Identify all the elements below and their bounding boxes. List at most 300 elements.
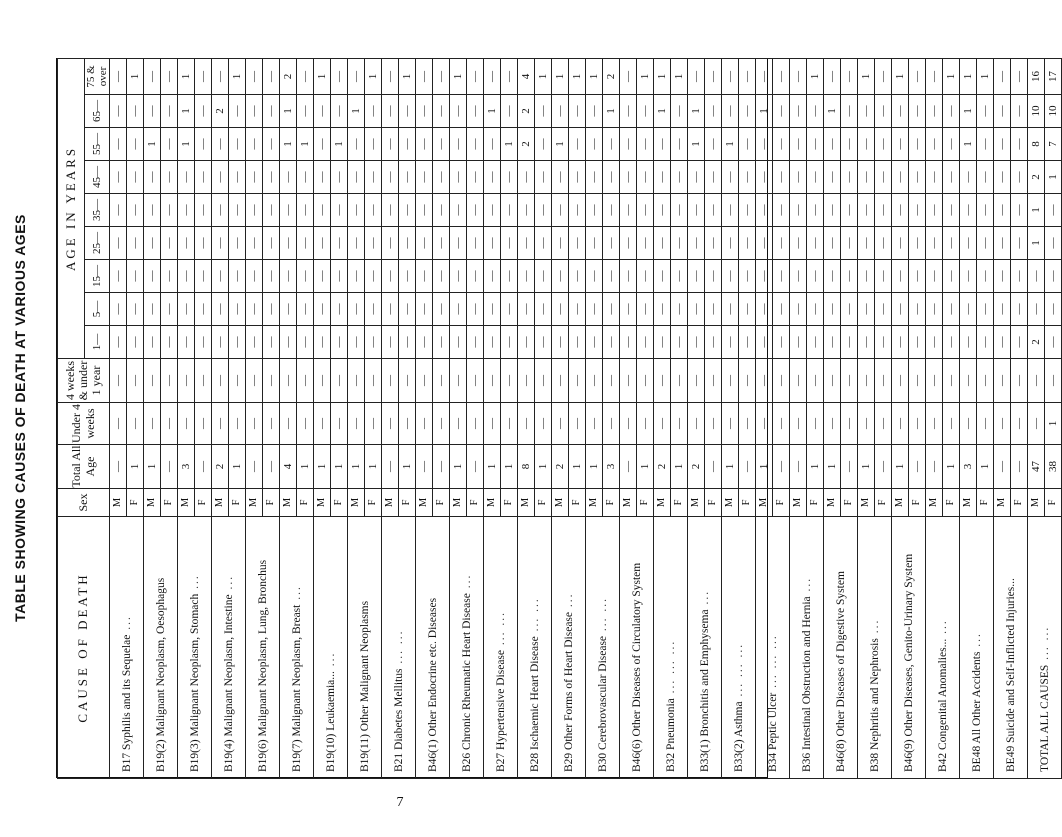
value-cell: —	[144, 260, 161, 293]
sex-cell: F	[229, 489, 246, 517]
value-cell: —	[909, 161, 926, 194]
value-cell: —	[688, 58, 705, 94]
header-age-band: 75 & over	[85, 58, 110, 94]
value-cell: —	[943, 128, 960, 161]
sex-cell: F	[943, 489, 960, 517]
total-value-cell: 1	[399, 445, 416, 489]
value-cell: —	[246, 293, 263, 326]
value-cell: —	[263, 194, 280, 227]
value-cell: —	[382, 95, 399, 128]
value-cell: —	[467, 128, 484, 161]
header-age-band: 65—	[85, 95, 110, 128]
page-title: TABLE SHOWING CAUSES OF DEATH AT VARIOUS AGES	[12, 214, 28, 622]
leader-dots: ... ... ...	[766, 634, 779, 693]
value-cell: —	[450, 161, 467, 194]
value-cell: —	[807, 128, 824, 161]
value-cell: —	[790, 58, 807, 94]
value-cell: —	[212, 260, 229, 293]
value-cell: —	[195, 293, 212, 326]
value-cell: —	[331, 58, 348, 94]
value-cell: 1	[756, 95, 773, 128]
value-cell: —	[586, 260, 603, 293]
value-cell: —	[212, 403, 229, 445]
table-row	[348, 58, 365, 778]
value-cell: —	[348, 161, 365, 194]
value-cell: —	[943, 227, 960, 260]
page-number: 7	[396, 795, 404, 810]
value-cell: —	[314, 161, 331, 194]
value-cell: —	[603, 161, 620, 194]
total-value-cell: 1	[671, 445, 688, 489]
value-cell: —	[824, 359, 841, 403]
sex-cell: M	[688, 489, 705, 517]
cause-cell	[586, 517, 620, 779]
value-cell: —	[348, 293, 365, 326]
value-cell: —	[501, 403, 518, 445]
value-cell: —	[263, 161, 280, 194]
value-cell: —	[1028, 403, 1045, 445]
leader-dots: ...	[460, 573, 473, 594]
header-4-weeks-to-1-year: 4 weeks & under 1 year	[58, 359, 110, 403]
value-cell: —	[824, 403, 841, 445]
cause-label: B46(8) Other Diseases of Digestive System	[834, 571, 847, 772]
value-cell: —	[841, 95, 858, 128]
total-value-cell: 1	[569, 445, 586, 489]
value-cell: —	[467, 359, 484, 403]
value-cell: —	[110, 95, 127, 128]
value-cell: —	[450, 359, 467, 403]
value-cell: 1	[178, 58, 195, 94]
value-cell: —	[807, 403, 824, 445]
value-cell: —	[501, 194, 518, 227]
value-cell: 2	[1028, 326, 1045, 359]
value-cell: —	[654, 326, 671, 359]
value-cell: —	[127, 227, 144, 260]
value-cell: —	[892, 128, 909, 161]
value-cell: —	[620, 194, 637, 227]
value-cell: —	[858, 128, 875, 161]
leader-dots: ... ...	[528, 597, 541, 637]
sex-cell: F	[671, 489, 688, 517]
total-value-cell: —	[1011, 445, 1028, 489]
value-cell: —	[926, 194, 943, 227]
table-row	[450, 58, 467, 778]
value-cell: —	[722, 359, 739, 403]
value-cell: —	[314, 359, 331, 403]
value-cell: —	[756, 194, 773, 227]
value-cell: —	[722, 161, 739, 194]
value-cell: —	[246, 161, 263, 194]
value-cell: —	[382, 58, 399, 94]
value-cell: —	[977, 161, 994, 194]
value-cell: —	[892, 95, 909, 128]
total-value-cell: —	[790, 445, 807, 489]
value-cell: —	[433, 326, 450, 359]
cause-label: B19(7) Malignant Neoplasm, Breast	[290, 604, 303, 772]
value-cell: —	[739, 95, 756, 128]
value-cell: —	[603, 128, 620, 161]
value-cell: —	[331, 95, 348, 128]
value-cell: —	[637, 194, 654, 227]
value-cell: —	[790, 161, 807, 194]
value-cell: —	[875, 95, 892, 128]
table-row	[110, 58, 127, 778]
sex-cell: F	[467, 489, 484, 517]
value-cell: —	[603, 359, 620, 403]
value-cell: —	[144, 359, 161, 403]
value-cell: —	[127, 95, 144, 128]
value-cell: —	[569, 293, 586, 326]
table-row	[926, 58, 943, 778]
value-cell: —	[416, 326, 433, 359]
total-value-cell: 4	[280, 445, 297, 489]
value-cell: —	[790, 403, 807, 445]
total-value-cell: 1	[331, 445, 348, 489]
value-cell: —	[314, 403, 331, 445]
value-cell: —	[1011, 194, 1028, 227]
value-cell: —	[365, 359, 382, 403]
value-cell: —	[637, 403, 654, 445]
value-cell: —	[263, 260, 280, 293]
value-cell: —	[807, 260, 824, 293]
value-cell: —	[1011, 161, 1028, 194]
value-cell: —	[127, 194, 144, 227]
value-cell: —	[569, 161, 586, 194]
value-cell: 1	[654, 95, 671, 128]
value-cell: —	[926, 260, 943, 293]
value-cell: —	[671, 293, 688, 326]
leader-dots: ...	[188, 574, 201, 594]
value-cell: —	[637, 161, 654, 194]
value-cell: —	[348, 58, 365, 94]
value-cell: —	[195, 227, 212, 260]
value-cell: —	[161, 403, 178, 445]
value-cell: —	[688, 161, 705, 194]
cause-label: B26 Chronic Rheumatic Heart Disease	[460, 593, 473, 772]
table-row	[688, 58, 705, 778]
value-cell: —	[178, 326, 195, 359]
value-cell: —	[110, 194, 127, 227]
value-cell: —	[416, 58, 433, 94]
header-age-band: 25—	[85, 227, 110, 260]
sex-cell: F	[603, 489, 620, 517]
value-cell: —	[433, 58, 450, 94]
value-cell: —	[467, 293, 484, 326]
value-cell: —	[331, 194, 348, 227]
value-cell: —	[1011, 227, 1028, 260]
value-cell: —	[110, 128, 127, 161]
value-cell: 1	[348, 95, 365, 128]
value-cell: —	[263, 403, 280, 445]
value-cell: —	[518, 403, 535, 445]
sex-cell: M	[178, 489, 195, 517]
cause-cell	[756, 517, 790, 779]
value-cell: —	[212, 293, 229, 326]
value-cell: —	[1011, 326, 1028, 359]
total-value-cell: —	[195, 445, 212, 489]
value-cell: —	[229, 403, 246, 445]
total-value-cell: 1	[229, 445, 246, 489]
value-cell: —	[756, 161, 773, 194]
value-cell: —	[161, 293, 178, 326]
value-cell: —	[756, 260, 773, 293]
value-cell: —	[841, 326, 858, 359]
sex-cell: M	[416, 489, 433, 517]
value-cell: 10	[1045, 95, 1062, 128]
value-cell: —	[314, 194, 331, 227]
total-value-cell: —	[909, 445, 926, 489]
total-value-cell: —	[246, 445, 263, 489]
header-age-band: 5—	[85, 293, 110, 326]
value-cell: —	[977, 260, 994, 293]
total-value-cell: —	[705, 445, 722, 489]
value-cell: —	[161, 128, 178, 161]
total-value-cell: 1	[365, 445, 382, 489]
value-cell: 7	[1045, 128, 1062, 161]
cause-cell	[722, 517, 756, 779]
total-value-cell: 1	[807, 445, 824, 489]
value-cell: —	[212, 227, 229, 260]
sex-cell: M	[450, 489, 467, 517]
value-cell: —	[790, 293, 807, 326]
sex-cell: M	[824, 489, 841, 517]
value-cell: —	[620, 260, 637, 293]
value-cell: —	[297, 260, 314, 293]
value-cell: —	[382, 227, 399, 260]
value-cell: —	[756, 227, 773, 260]
value-cell: 1	[314, 58, 331, 94]
value-cell: —	[739, 359, 756, 403]
total-value-cell: —	[620, 445, 637, 489]
value-cell: —	[739, 227, 756, 260]
cause-label: B46(1) Other Endocrine etc. Diseases	[426, 597, 439, 772]
value-cell: —	[178, 227, 195, 260]
value-cell: —	[637, 95, 654, 128]
value-cell: —	[671, 128, 688, 161]
value-cell: 1	[671, 58, 688, 94]
value-cell: —	[586, 194, 603, 227]
value-cell: —	[552, 260, 569, 293]
value-cell: —	[246, 58, 263, 94]
total-value-cell: 1	[892, 445, 909, 489]
value-cell: —	[620, 128, 637, 161]
value-cell: —	[654, 260, 671, 293]
value-cell: —	[603, 293, 620, 326]
value-cell: —	[637, 293, 654, 326]
total-value-cell: 3	[178, 445, 195, 489]
value-cell: —	[586, 161, 603, 194]
value-cell: —	[110, 260, 127, 293]
value-cell: —	[331, 326, 348, 359]
value-cell: —	[722, 260, 739, 293]
value-cell: 10	[1028, 95, 1045, 128]
value-cell: 1	[654, 58, 671, 94]
value-cell: 1	[331, 128, 348, 161]
value-cell: 2	[518, 128, 535, 161]
value-cell: 1	[178, 95, 195, 128]
cause-cell	[348, 517, 382, 779]
value-cell: —	[365, 161, 382, 194]
cause-label: B27 Hypertensive Disease	[494, 650, 507, 772]
total-value-cell: 1	[484, 445, 501, 489]
value-cell: —	[195, 161, 212, 194]
value-cell: —	[569, 326, 586, 359]
value-cell: —	[637, 227, 654, 260]
value-cell: —	[586, 326, 603, 359]
value-cell: —	[722, 403, 739, 445]
sex-cell: F	[875, 489, 892, 517]
value-cell: —	[246, 194, 263, 227]
cause-label: B17 Syphilis and its Sequelae	[120, 634, 133, 772]
total-value-cell: —	[161, 445, 178, 489]
leader-dots: ...	[324, 651, 337, 672]
value-cell: —	[229, 95, 246, 128]
cause-label: B19(11) Other Malignant Neoplasms	[358, 600, 371, 772]
value-cell: —	[943, 95, 960, 128]
value-cell: —	[926, 58, 943, 94]
total-value-cell: —	[416, 445, 433, 489]
value-cell: —	[705, 403, 722, 445]
value-cell: —	[739, 58, 756, 94]
cause-label: B21 Diabetes Mellitus	[392, 668, 405, 772]
value-cell: —	[790, 260, 807, 293]
value-cell: —	[178, 260, 195, 293]
value-cell: —	[722, 326, 739, 359]
value-cell: —	[637, 260, 654, 293]
value-cell: —	[875, 227, 892, 260]
value-cell: —	[841, 260, 858, 293]
value-cell: —	[195, 359, 212, 403]
value-cell: —	[229, 326, 246, 359]
value-cell: —	[875, 359, 892, 403]
value-cell: —	[790, 95, 807, 128]
value-cell: 1	[688, 128, 705, 161]
value-cell: 1	[824, 95, 841, 128]
value-cell: —	[1028, 293, 1045, 326]
value-cell: 1	[722, 128, 739, 161]
value-cell: —	[314, 227, 331, 260]
value-cell: —	[433, 260, 450, 293]
value-cell: —	[960, 359, 977, 403]
leader-dots: ...	[698, 589, 711, 610]
value-cell: —	[858, 403, 875, 445]
cause-label: TOTAL ALL CAUSES	[1038, 664, 1051, 772]
cause-cell	[450, 517, 484, 779]
value-cell: —	[399, 359, 416, 403]
cause-label: BE49 Suicide and Self-Inflicted Injuries...	[1004, 578, 1017, 772]
cause-cell	[1028, 517, 1062, 779]
value-cell: —	[994, 58, 1011, 94]
value-cell: —	[144, 95, 161, 128]
cause-cell	[144, 517, 178, 779]
value-cell: —	[688, 293, 705, 326]
sex-cell: M	[348, 489, 365, 517]
value-cell: 1	[1028, 194, 1045, 227]
value-cell: 1	[229, 58, 246, 94]
cause-label: B33(1) Bronchitis and Emphysema	[698, 609, 711, 772]
cause-label: B29 Other Forms of Heart Disease	[562, 611, 575, 772]
value-cell: —	[280, 326, 297, 359]
value-cell: —	[858, 227, 875, 260]
value-cell: 1	[552, 128, 569, 161]
value-cell: —	[994, 128, 1011, 161]
sex-cell: M	[654, 489, 671, 517]
value-cell: —	[824, 194, 841, 227]
value-cell: —	[892, 260, 909, 293]
value-cell: —	[365, 403, 382, 445]
total-value-cell: 47	[1028, 445, 1045, 489]
value-cell: —	[773, 260, 790, 293]
value-cell: —	[688, 194, 705, 227]
value-cell: —	[399, 403, 416, 445]
sex-cell: M	[620, 489, 637, 517]
value-cell: —	[212, 359, 229, 403]
cause-cell	[654, 517, 688, 779]
table-row	[280, 58, 297, 778]
value-cell: —	[348, 260, 365, 293]
total-value-cell: —	[739, 445, 756, 489]
value-cell: —	[280, 359, 297, 403]
value-cell: —	[875, 326, 892, 359]
value-cell: —	[722, 58, 739, 94]
table-row	[722, 58, 739, 778]
total-value-cell: 2	[552, 445, 569, 489]
value-cell: —	[484, 227, 501, 260]
value-cell: —	[518, 359, 535, 403]
value-cell: —	[654, 128, 671, 161]
value-cell: —	[127, 128, 144, 161]
value-cell: —	[467, 58, 484, 94]
total-value-cell: —	[110, 445, 127, 489]
value-cell: —	[977, 128, 994, 161]
total-value-cell: 38	[1045, 445, 1062, 489]
value-cell: —	[212, 58, 229, 94]
value-cell: —	[569, 227, 586, 260]
value-cell: —	[450, 227, 467, 260]
value-cell: —	[773, 403, 790, 445]
value-cell: —	[467, 161, 484, 194]
value-cell: —	[994, 260, 1011, 293]
sex-cell: M	[1028, 489, 1045, 517]
value-cell: —	[926, 95, 943, 128]
value-cell: —	[654, 194, 671, 227]
value-cell: —	[331, 403, 348, 445]
value-cell: —	[365, 260, 382, 293]
value-cell: —	[824, 58, 841, 94]
table-body	[110, 58, 1062, 778]
header-age-band: 15—	[85, 260, 110, 293]
header-age-band: 55—	[85, 128, 110, 161]
cause-cell	[110, 517, 144, 779]
total-value-cell: 1	[977, 445, 994, 489]
value-cell: —	[382, 293, 399, 326]
value-cell: —	[195, 58, 212, 94]
value-cell: —	[586, 403, 603, 445]
total-value-cell: 1	[858, 445, 875, 489]
total-value-cell: 3	[603, 445, 620, 489]
value-cell: —	[790, 227, 807, 260]
page-title-strip	[0, 0, 40, 837]
value-cell: —	[773, 95, 790, 128]
total-value-cell: 8	[518, 445, 535, 489]
value-cell: —	[892, 326, 909, 359]
value-cell: —	[348, 359, 365, 403]
value-cell: —	[195, 128, 212, 161]
value-cell: —	[807, 359, 824, 403]
sex-cell: M	[314, 489, 331, 517]
value-cell: —	[348, 403, 365, 445]
value-cell: —	[943, 260, 960, 293]
